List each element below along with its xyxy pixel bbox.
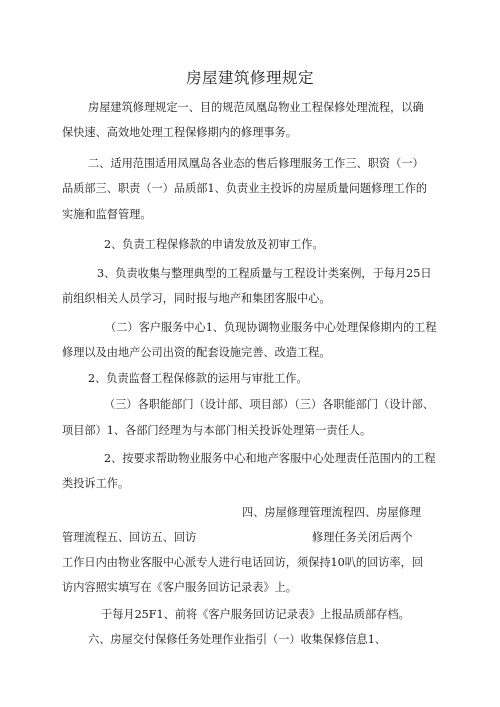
paragraph-line: 2、负责监督工程保修款的运用与审批工作。: [88, 372, 308, 385]
paragraph-line: 品质部三、职责（一）品质部1、负责业主投诉的房屋质量问题修理工作的: [62, 182, 428, 195]
paragraph-line: 管理流程五、回访五、回访: [62, 531, 197, 544]
document-title: 房屋建筑修理规定: [185, 69, 314, 87]
paragraph-line: 房屋建筑修理规定一、目的规范凤凰岛物业工程保修处理流程，以确: [88, 101, 424, 114]
paragraph-line: 项目部）1、各部门经理为与本部门相关投诉处理第一责任人。: [62, 424, 372, 437]
paragraph-line: 实施和监督管理。: [62, 208, 152, 221]
paragraph-line: 前组织相关人员学习，同时报与地产和集团客服中心。: [62, 292, 331, 305]
paragraph-line: 类投诉工作。: [62, 477, 130, 490]
paragraph-line: 2、按要求帮助物业服务中心和地产客服中心处理责任范围内的工程: [104, 452, 436, 465]
paragraph-line: 保快速、高效地处理工程保修期内的修理事务。: [62, 126, 297, 139]
paragraph-line: （三）各职能部门（设计部、项目部）（三）各职能部门（设计部、: [104, 398, 435, 411]
paragraph-line: 四、房屋修理管理流程四、房屋修理: [242, 506, 422, 519]
paragraph-line: 于每月25F1、前将《客户服务回访记录表》上报品质部存档。: [101, 608, 410, 621]
paragraph-line: 修理任务关闭后两个: [312, 531, 413, 544]
paragraph-line: 2、负责工程保修款的申请发放及初审工作。: [104, 238, 324, 251]
paragraph-line: 二、适用范围适用凤凰岛各业态的售后修理服务工作三、职资（一）: [88, 157, 424, 170]
paragraph-line: 六、房屋交付保修任务处理作业指引（一）收集保修信息1、: [88, 633, 386, 646]
paragraph-line: （二）客户服务中心1、负现协调物业服务中心处理保修期内的工程: [105, 321, 437, 334]
paragraph-line: 工作日内由物业客服中心派专人进行电话回访，须保持10叭的回访率，回: [62, 556, 424, 569]
paragraph-line: 访内容照实填写在《客户服务回访记录表》上。: [62, 581, 297, 594]
paragraph-line: 修理以及由地产公司出资的配套设施完善、改造工程。: [62, 346, 331, 359]
paragraph-line: 3、负责收集与整理典型的工程质量与工程设计类案例，于每月25日: [97, 267, 432, 280]
